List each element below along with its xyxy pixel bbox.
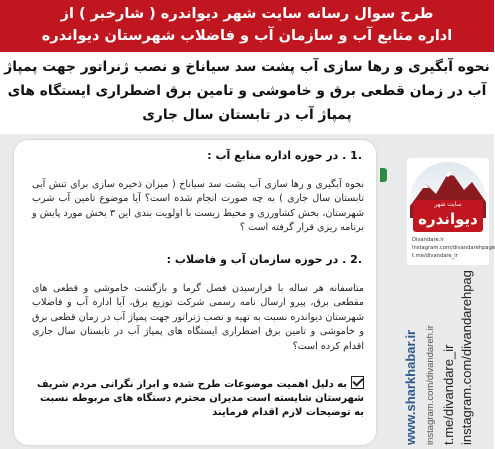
header-banner [0,0,494,52]
subtitle-line3: پمپاژ آب در تابستان سال جاری [142,107,352,123]
logo-badge-small: سایت شهر [434,201,462,208]
closing-note-text: به دلیل اهمیت موضوعات طرح شده و ابراز نگرانی مردم شریف شهرستان شایسته است مدیران محترم دستگاه های مربوطه نسبت به توضیحات لازم اقدام فرمایند [36,379,364,418]
logo-sub2: Instagram.com/divandarehpage [412,245,495,251]
subtitle-block [0,55,494,135]
logo-sub1: Divandare.ir [412,237,444,243]
logo-badge [413,200,483,232]
header-title-line2: اداره منابع آب و سازمان آب و فاضلاب شهرستان دیواندره [41,28,453,44]
checkbox-icon [351,376,364,389]
logo-badge-big: دیواندره [418,210,478,228]
subtitle-line2: آب در زمان قطعی برق و خاموشی و تامین برق اضطراری ایستگاه های [7,83,487,99]
header-title-line1: طرح سوال رسانه سایت شهر دیواندره ( شارخبر ) از [60,6,434,22]
logo-sub3: t.me/divandare_ir [412,253,458,259]
section2-title: .2 . در حوزه سازمان آب و فاضلاب : [166,253,362,266]
subtitle-line1: نحوه آبگیری و رها سازی آب پشت سد سیاناخ و نصب ژنراتور جهت پمپاژ [4,59,490,75]
sidebar-link-telegram[interactable]: t.me/divandare_ir [441,344,456,445]
sidebar-link-instagram[interactable]: instagram.com/divandareh.ir [425,325,436,445]
question-card [14,140,376,445]
sidebar-link-instagram-page[interactable]: instagram.com/divandarehpag [459,270,474,445]
section1-body: نحوه آبگیری و رها سازی آب پشت سد سیاناخ ( میزان ذخیره سازی برای تنش آبی تابستان سال جاری ) به چه صورت انجام شده است؟ آیا موضوع تامین آب شرب شهرستان، بخش کشاورزی و محیط زیست با اولویت بندی این ۳ بخش مورد پایش و برنامه ریزی قرار گرفته است ؟ [32,179,364,234]
accent-tab [380,168,387,182]
sidebar-link-site[interactable]: www.sharkhabar.ir [403,329,418,445]
closing-note [28,376,364,420]
section2-body: متاسفانه هر ساله با فرارسیدن فصل گرما و بازگشت خاموشی و قطعی های مقطعی برق، پیرو ارسال نامه رسمی شرکت توزیع برق، آیا اداره آب و فاضلاب شهرستان دیواندره نسبت به تهیه و نصب ژنراتور جهت پمپاژ آب در زمان قطعی برق و خاموشی و تامین برق اضطراری ایستگاه های پمپاژ آب در تابستان سال جاری اقدام کرده است؟ [32,283,364,352]
section1-title: .1 . در حوزه اداره منابع آب : [207,149,362,162]
logo-subtext [412,236,495,262]
